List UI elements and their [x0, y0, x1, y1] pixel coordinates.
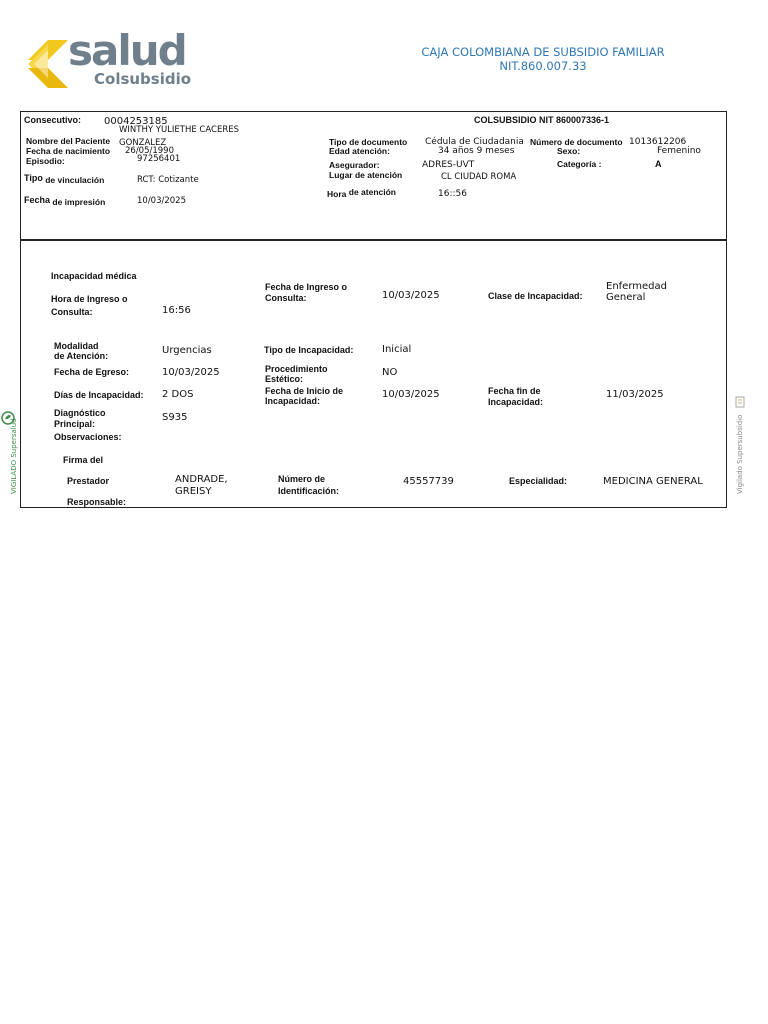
hora-atencion-value: 16::56 — [438, 189, 467, 199]
fecha-ingreso-value: 10/03/2025 — [382, 290, 440, 301]
edad-value: 34 años 9 meses — [438, 146, 515, 156]
dias-incapacidad-label: Días de Incapacidad: — [54, 390, 144, 400]
firma-label-1: Firma del — [63, 455, 104, 465]
supersalud-text: VIGILADO Supersalud — [10, 418, 18, 494]
hora-atencion-label-b: de atención — [348, 187, 396, 197]
supersubsidio-text: Vigilado Supersubsidio — [736, 414, 744, 494]
episodio-value: 97256401 — [137, 154, 181, 164]
fecha-fin-label-2: Incapacidad: — [488, 397, 544, 407]
colsubsidio-nit: COLSUBSIDIO NIT 860007336-1 — [474, 115, 610, 125]
diagnostico-value: S935 — [162, 412, 188, 423]
hora-ingreso-label-2: Consulta: — [51, 307, 93, 317]
tipo-vinculacion-label — [24, 173, 104, 183]
numero-identificacion-value: 45557739 — [403, 476, 454, 487]
procedimiento-estetico-label-2: Estético: — [265, 374, 304, 384]
procedimiento-estetico-value: NO — [382, 367, 398, 378]
logo-brand-text: salud — [68, 26, 186, 75]
edad-label: Edad atención: — [329, 146, 390, 156]
numero-identificacion-label-2: Identificación: — [278, 486, 340, 496]
modalidad-value: Urgencias — [162, 345, 212, 356]
fecha-impresion-value: 10/03/2025 — [137, 196, 186, 206]
dias-incapacidad-value: 2 DOS — [162, 389, 194, 400]
sexo-value: Femenino — [657, 146, 701, 156]
hora-ingreso-label-1: Hora de Ingreso o — [51, 294, 128, 304]
fecha-egreso-label: Fecha de Egreso: — [54, 367, 130, 377]
fecha-ingreso-label-1: Fecha de Ingreso o — [265, 282, 348, 292]
supersubsidio-emblem-icon — [734, 395, 746, 409]
fecha-inicio-value: 10/03/2025 — [382, 389, 440, 400]
tipo-incapacidad-label: Tipo de Incapacidad: — [264, 345, 354, 355]
fecha-impresion-label-a: Fecha — [24, 195, 51, 205]
categoria-label: Categoría : — [557, 159, 602, 169]
consecutivo-value: 0004253185 — [104, 116, 168, 127]
fecha-ingreso-label-2: Consulta: — [265, 293, 307, 303]
fecha-fin-label-1: Fecha fin de — [488, 386, 541, 396]
hora-atencion-label-a: Hora — [327, 189, 347, 199]
prestador-value-2: GREISY — [175, 486, 212, 497]
observaciones-label: Observaciones: — [54, 432, 122, 442]
diagnostico-label-1: Diagnóstico — [54, 408, 106, 418]
fecha-egreso-value: 10/03/2025 — [162, 367, 220, 378]
modalidad-label-1: Modalidad — [54, 341, 99, 351]
tipo-documento-value: Cédula de Ciudadania — [425, 137, 524, 147]
numero-documento-label: Número de documento — [530, 137, 623, 147]
colsubsidio-logo-icon — [24, 40, 72, 88]
hora-atencion-label — [327, 187, 396, 197]
caja-header — [400, 45, 686, 73]
especialidad-label: Especialidad: — [509, 476, 568, 486]
tipo-incapacidad-value: Inicial — [382, 344, 412, 355]
caja-line-2: NIT.860.007.33 — [499, 59, 587, 73]
clase-incapacidad-value-1: Enfermedad — [606, 281, 667, 292]
numero-identificacion-label-1: Número de — [278, 474, 326, 484]
especialidad-value: MEDICINA GENERAL — [603, 476, 703, 487]
caja-line-1: CAJA COLOMBIANA DE SUBSIDIO FAMILIAR — [421, 45, 665, 59]
nombre-label: Nombre del Paciente — [26, 136, 111, 146]
prestador-value-1: ANDRADE, — [175, 474, 228, 485]
diagnostico-label-2: Principal: — [54, 419, 96, 429]
fecha-impresion-label — [24, 195, 105, 205]
asegurador-label: Asegurador: — [329, 160, 380, 170]
clase-incapacidad-label: Clase de Incapacidad: — [488, 291, 583, 301]
fecha-nacimiento-label: Fecha de nacimiento — [26, 146, 111, 156]
tipo-vinculacion-label-a: Tipo — [24, 173, 43, 183]
episodio-label: Episodio: — [26, 156, 65, 166]
incapacidad-title: Incapacidad médica — [51, 271, 137, 281]
firma-label-2: Prestador — [67, 476, 110, 486]
clase-incapacidad-value-2: General — [606, 292, 646, 303]
fecha-inicio-label-2: Incapacidad: — [265, 396, 321, 406]
fecha-inicio-label-1: Fecha de Inicio de — [265, 386, 344, 396]
hora-ingreso-value: 16:56 — [162, 305, 191, 316]
categoria-value: A — [655, 159, 662, 169]
tipo-vinculacion-value: RCT: Cotizante — [137, 175, 199, 185]
lugar-atencion-value: CL CIUDAD ROMA — [441, 172, 517, 182]
fecha-fin-value: 11/03/2025 — [606, 389, 664, 400]
lugar-atencion-label: Lugar de atención — [329, 170, 403, 180]
asegurador-value: ADRES-UVT — [422, 160, 475, 170]
logo-sub-text: Colsubsidio — [94, 70, 192, 88]
supersalud-leaf-icon — [1, 410, 15, 426]
section-divider — [20, 239, 727, 241]
tipo-vinculacion-label-b: de vinculación — [45, 175, 105, 185]
numero-documento-value: 1013612206 — [629, 137, 687, 147]
nombre-value-2: GONZALEZ — [119, 138, 167, 148]
procedimiento-estetico-label-1: Procedimiento — [265, 364, 328, 374]
modalidad-label-2: de Atención: — [54, 351, 109, 361]
consecutivo-label: Consecutivo: — [24, 115, 82, 125]
firma-label-3: Responsable: — [67, 497, 127, 507]
tipo-documento-label: Tipo de documento — [329, 137, 408, 147]
fecha-impresion-label-b: de impresión — [52, 197, 106, 207]
nombre-value-1: WINTHY YULIETHE CACERES — [119, 125, 240, 135]
fecha-nacimiento-value: 26/05/1990 — [125, 146, 174, 156]
sexo-label: Sexo: — [557, 146, 581, 156]
